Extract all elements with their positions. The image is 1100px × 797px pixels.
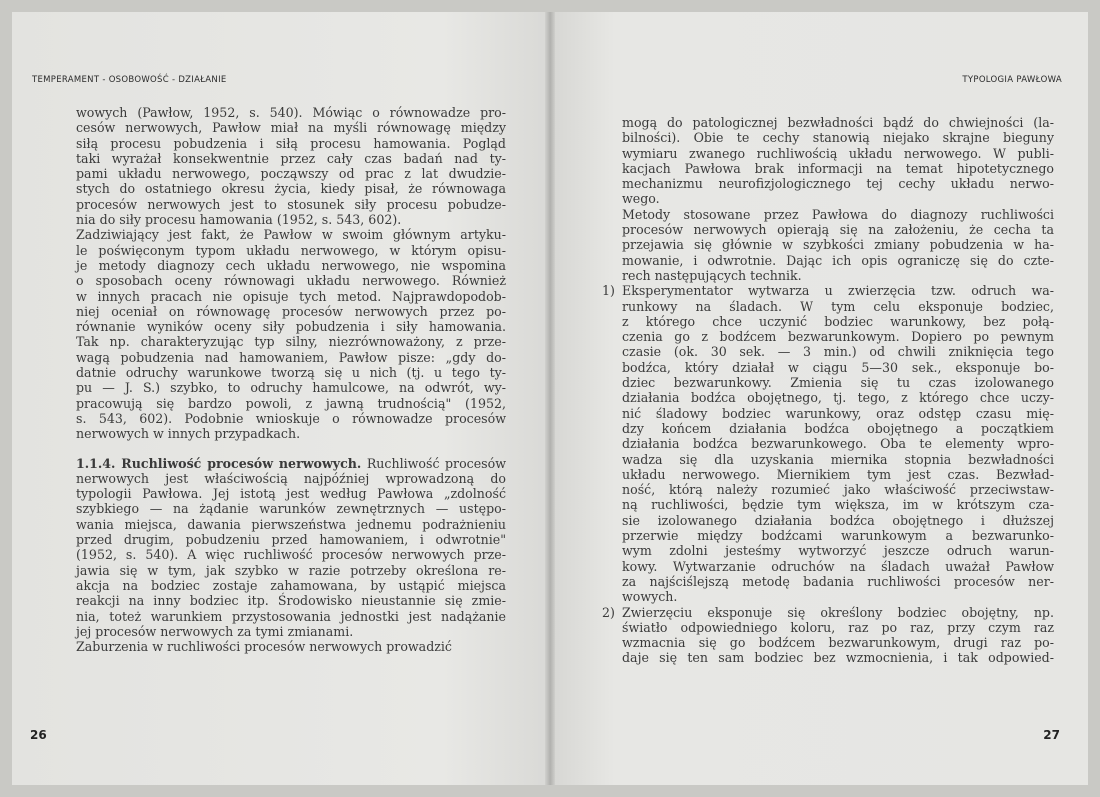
text-line: wadza się dla uzyskania miernika stopnia bezwładności xyxy=(622,451,1054,467)
text-line: jej procesów nerwowych za tymi zmianami. xyxy=(76,623,354,639)
right-page xyxy=(550,12,1088,785)
text-line: wym zdolni jesteśmy wytworzyć jeszcze odruch warun- xyxy=(622,543,1054,559)
list-item-1 xyxy=(602,283,1054,605)
text-line: akcja na bodziec zostaje zahamowana, by ustąpić miejsca xyxy=(76,577,506,593)
list-item-1-number: 1) xyxy=(602,283,615,299)
text-line: daje się ten sam bodziec bez wzmocnienia, i tak odpowied- xyxy=(622,650,1054,666)
section-heading-rest: Ruchliwość procesów xyxy=(361,455,506,471)
right-page-text xyxy=(602,115,1054,666)
text-line: przerwie między bodźcami warunkowym a bezwarunko- xyxy=(622,528,1054,544)
section-heading-line xyxy=(76,456,506,471)
text-line: datnie odruchy warunkowe tworzą się u nich (tj. u tego ty- xyxy=(76,365,506,381)
text-line: procesów nerwowych jest to stosunek siły procesu pobudze- xyxy=(76,196,506,212)
text-line: światło odpowiedniego koloru, raz po raz, przy czym raz xyxy=(622,619,1054,635)
book-gutter xyxy=(545,12,555,785)
text-line: le poświęconym typom układu nerwowego, w którym opisu- xyxy=(76,242,506,258)
text-line: taki wyrażał konsekwentnie przez cały czas badań nad ty- xyxy=(76,150,506,166)
text-line: z którego chce uczynić bodziec warunkowy, bez połą- xyxy=(622,313,1054,329)
text-line: układu nerwowego. Miernikiem tym jest czas. Bezwład- xyxy=(622,466,1054,482)
text-line: reakcji na inny bodziec itp. Środowisko nieustannie się zmie- xyxy=(76,593,506,609)
text-line: wego. xyxy=(622,191,660,207)
list-item-2 xyxy=(602,604,1054,666)
text-line: za najściślejszą metodę badania ruchliwości procesów ner- xyxy=(622,573,1054,589)
text-line: bodźca, który działał w ciągu 5—30 sek., eksponuje bo- xyxy=(622,359,1054,375)
left-page xyxy=(12,12,550,785)
text-line: w innych pracach nie opisuje tych metod. Najprawdopodob- xyxy=(76,288,506,304)
list-item-1-text xyxy=(622,283,1054,604)
text-line: nerwowych jest właściwością najpóźniej wprowadzoną do xyxy=(76,470,506,486)
text-line: o sposobach oceny równowagi układu nerwowego. Również xyxy=(76,273,506,289)
text-line: wymiaru zwanego ruchliwością układu nerwowego. W publi- xyxy=(622,145,1054,161)
text-line: wzmacnia się go bodźcem bezwarunkowym, drugi raz po- xyxy=(622,635,1054,651)
text-line: wania miejsca, dawania pierwszeństwa jednemu podrażnieniu xyxy=(76,516,506,532)
text-line: działania bodźca obojętnego, tj. tego, z którego chce uczy- xyxy=(622,390,1054,406)
text-line: wowych. xyxy=(622,589,678,605)
text-line: Eksperymentator wytwarza u zwierzęcia tzw. odruch wa- xyxy=(622,283,1054,299)
left-page-number: 26 xyxy=(30,728,47,742)
text-line: kacjach Pawłowa brak informacji na temat hipotetycznego xyxy=(622,160,1054,176)
text-line: nerwowych w innych przypadkach. xyxy=(76,426,301,442)
text-line: cesów nerwowych, Pawłow miał na myśli równowagę między xyxy=(76,120,506,136)
list-item-2-number: 2) xyxy=(602,604,615,620)
text-line: mechanizmu neurofizjologicznego tej cechy układu nerwo- xyxy=(622,176,1054,192)
text-line: mogą do patologicznej bezwładności bądź do chwiejności (la- xyxy=(622,115,1054,130)
text-line: szybkiego — na żądanie warunków zewnętrznych — ustępo- xyxy=(76,501,506,517)
text-line: Zaburzenia w ruchliwości procesów nerwowych prowadzić xyxy=(76,639,452,655)
text-line: wagą pobudzenia nad hamowaniem, Pawłow pisze: „gdy do- xyxy=(76,349,506,365)
text-line: pami układu nerwowego, począwszy od prac z lat dwudzie- xyxy=(76,166,506,182)
text-line: pu — J. S.) szybko, to odruchy hamulcowe, na odwrót, wy- xyxy=(76,380,506,396)
text-line: przed drugim, pobudzeniu przed hamowaniem, i odwrotnie" xyxy=(76,532,506,548)
text-line: Zadziwiający jest fakt, że Pawłow w swoim głównym artyku- xyxy=(76,227,506,243)
text-line: bilności). Obie te cechy stanowią niejako skrajne bieguny xyxy=(622,130,1054,146)
text-line: kowy. Wytwarzanie odruchów na śladach uważał Pawłow xyxy=(622,558,1054,574)
right-running-head: TYPOLOGIA PAWŁOWA xyxy=(962,75,1062,85)
text-line: czasie (ok. 30 sek. — 3 min.) od chwili zniknięcia tego xyxy=(622,344,1054,360)
text-line: (1952, s. 540). A więc ruchliwość procesów nerwowych prze- xyxy=(76,547,506,563)
text-line: s. 543, 602). Podobnie wnioskuje o równowadze procesów xyxy=(76,410,506,426)
text-line: Metody stosowane przez Pawłowa do diagnozy ruchliwości xyxy=(622,206,1054,222)
text-line: sie izolowanego działania bodźca obojętnego i dłuższej xyxy=(622,512,1054,528)
text-line: nić śladowy bodziec warunkowy, oraz odstęp czasu mię- xyxy=(622,405,1054,421)
text-line: rech następujących technik. xyxy=(622,267,802,283)
section-heading: 1.1.4. Ruchliwość procesów nerwowych. xyxy=(76,455,362,471)
text-line: runkowy na śladach. W tym celu eksponuje bodziec, xyxy=(622,298,1054,314)
left-running-head: TEMPERAMENT - OSOBOWOŚĆ - DZIAŁANIE xyxy=(32,75,227,85)
right-page-number: 27 xyxy=(1043,728,1060,742)
left-paragraphs xyxy=(76,105,506,442)
text-line: dzy końcem działania bodźca obojętnego a początkiem xyxy=(622,420,1054,436)
text-line: ną ruchliwości, będzie tym większa, im w krótszym cza- xyxy=(622,497,1054,513)
text-line: nia, toteż warunkiem przystosowania jednostki jest nadążanie xyxy=(76,608,506,624)
text-line: mowanie, i odwrotnie. Dając ich opis ograniczę się do czte- xyxy=(622,252,1054,268)
text-line: działania bodźca bezwarunkowego. Oba te elementy wpro- xyxy=(622,436,1054,452)
left-section-paragraph xyxy=(76,471,506,655)
text-line: Tak np. charakteryzując typ silny, niezrównoważony, z prze- xyxy=(76,334,506,350)
text-line: niej oceniał on równowagę procesów nerwowych przez po- xyxy=(76,303,506,319)
text-line: pracowują się bardzo powoli, z jawną trudnością" (1952, xyxy=(76,395,506,411)
text-line: dziec bezwarunkowy. Zmienia się tu czas izolowanego xyxy=(622,375,1054,391)
text-line: je metody diagnozy cech układu nerwowego, nie wspomina xyxy=(76,257,506,273)
text-line: przejawia się głównie w szybkości zmiany pobudzenia w ha- xyxy=(622,237,1054,253)
right-paragraphs xyxy=(622,115,1054,283)
text-line: siłą procesu pobudzenia i siłą procesu hamowania. Pogląd xyxy=(76,135,506,151)
text-line: ność, którą należy rozumieć jako właściwość przeciwstaw- xyxy=(622,482,1054,498)
left-page-text xyxy=(76,105,506,654)
text-line: jawia się w tym, jak szybko w razie potrzeby określona re- xyxy=(76,562,506,578)
text-line: typologii Pawłowa. Jej istotą jest według Pawłowa „zdolność xyxy=(76,486,506,502)
text-line: procesów nerwowych opierają się na założeniu, że cecha ta xyxy=(622,222,1054,238)
list-item-2-text xyxy=(622,605,1054,666)
text-line: czenia go z bodźcem bezwarunkowym. Dopiero po pewnym xyxy=(622,329,1054,345)
text-line: wowych (Pawłow, 1952, s. 540). Mówiąc o równowadze pro- xyxy=(76,105,506,120)
text-line: Zwierzęciu eksponuje się określony bodziec obojętny, np. xyxy=(622,604,1054,620)
text-line: stych do ostatniego okresu życia, kiedy pisał, że równowaga xyxy=(76,181,506,197)
book-spread xyxy=(12,12,1088,785)
text-line: nia do siły procesu hamowania (1952, s. 543, 602). xyxy=(76,212,402,228)
text-line: równanie wyników oceny siły pobudzenia i siły hamowania. xyxy=(76,319,506,335)
